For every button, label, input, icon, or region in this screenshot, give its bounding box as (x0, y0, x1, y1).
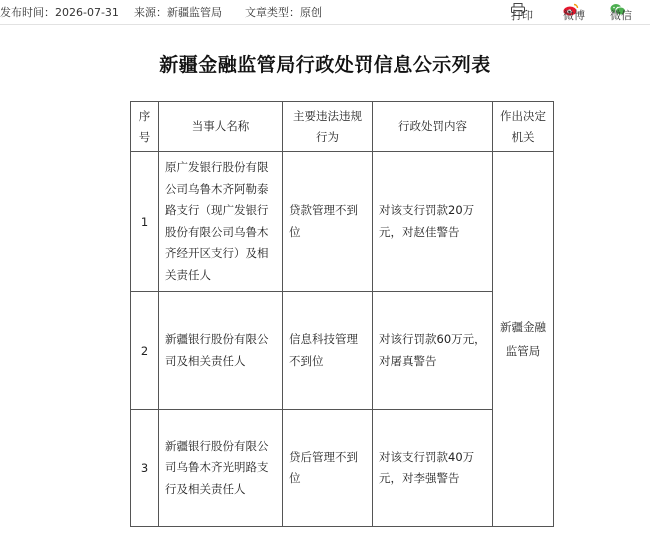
table-row (131, 152, 554, 292)
wechat-label: 微信 (610, 9, 632, 22)
wechat-share-button[interactable] (610, 3, 632, 22)
row-party: 原广发银行股份有限公司乌鲁木齐阿勒泰路支行（现广发银行股份有限公司乌鲁木齐经开区支行）及相关责任人 (159, 152, 283, 292)
row-seq: 1 (131, 152, 159, 292)
row-penalty: 对该支行罚款20万元，对赵佳警告 (373, 152, 493, 292)
row-party: 新疆银行股份有限公司及相关责任人 (159, 292, 283, 410)
row-seq: 2 (131, 292, 159, 410)
print-label: 打印 (511, 9, 533, 22)
header-penalty: 行政处罚内容 (373, 102, 493, 152)
row-violation: 贷款管理不到位 (283, 152, 373, 292)
table-header-row (131, 102, 554, 152)
print-button[interactable] (511, 3, 533, 22)
weibo-share-button[interactable] (563, 3, 585, 22)
article-type: 文章类型：原创 (245, 6, 322, 19)
page-title: 新疆金融监管局行政处罚信息公示列表 (159, 54, 491, 76)
header-seq: 序号 (131, 102, 159, 152)
penalty-table (130, 101, 554, 527)
publish-time: 发布时间：2026-07-31 (0, 6, 119, 19)
weibo-label: 微博 (563, 9, 585, 22)
header-authority: 作出决定机关 (493, 102, 554, 152)
source: 来源：新疆监管局 (134, 6, 222, 19)
row-penalty: 对该支行罚款40万元，对李强警告 (373, 410, 493, 527)
row-penalty: 对该行罚款60万元，对屠真警告 (373, 292, 493, 410)
header-party: 当事人名称 (159, 102, 283, 152)
row-party: 新疆银行股份有限公司乌鲁木齐光明路支行及相关责任人 (159, 410, 283, 527)
header-divider (0, 24, 650, 25)
table-row (131, 410, 554, 527)
row-authority: 新疆金融监管局 (493, 152, 554, 527)
table-row (131, 292, 554, 410)
header-violation: 主要违法违规行为 (283, 102, 373, 152)
row-violation: 信息科技管理不到位 (283, 292, 373, 410)
row-violation: 贷后管理不到位 (283, 410, 373, 527)
row-seq: 3 (131, 410, 159, 527)
article-meta-bar (0, 0, 650, 24)
